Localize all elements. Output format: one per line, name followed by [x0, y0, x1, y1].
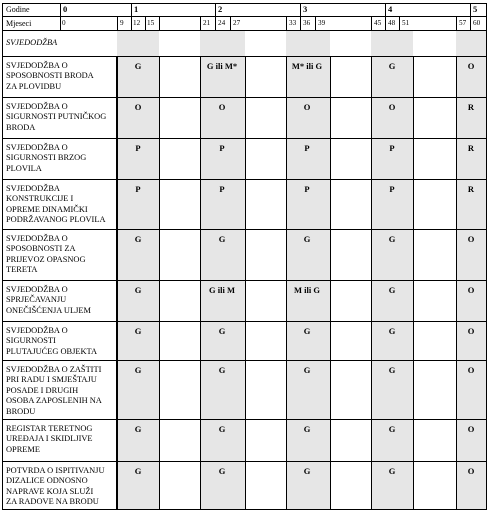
row-label-line: PLUTAJUĆEG OBJEKTA [6, 346, 98, 356]
month-label: 39 [318, 19, 326, 27]
survey-mark: P [389, 184, 395, 194]
survey-mark: R [467, 102, 475, 112]
survey-mark: P [219, 184, 225, 194]
rule-vertical [315, 16, 316, 30]
survey-mark: O [467, 61, 475, 71]
row-label-line: SVJEDODŽBA O ZAŠTITI [6, 365, 102, 374]
row-label-line: PODRŽAVANOG PLOVILA [6, 215, 106, 225]
survey-mark: O [467, 424, 475, 434]
row-label-line: OPREME DINAMIČKI [6, 204, 88, 214]
row-label-line: SVJEDODŽBA O [6, 234, 68, 243]
rule-vertical [215, 3, 216, 16]
row-label-line: ZA RADOVE NA BRODU [6, 497, 99, 507]
rule-vertical [413, 56, 414, 509]
row-label-line: SVJEDODŽBA O [6, 285, 68, 294]
survey-mark: G [218, 466, 226, 476]
month-label: 36 [303, 19, 311, 27]
rule-vertical [159, 16, 160, 30]
survey-mark: G [388, 326, 396, 336]
rule-vertical [470, 16, 471, 30]
rule-vertical [286, 16, 287, 30]
rule-vertical [215, 16, 216, 30]
survey-mark: G [134, 234, 142, 244]
rule-horizontal [2, 16, 487, 17]
survey-mark: G [303, 365, 311, 375]
rule-vertical [230, 16, 231, 30]
rule-vertical [60, 16, 61, 30]
survey-mark: M* ili G [291, 61, 323, 71]
row-label-line: ONEČIŠĆENJA ULJEM [6, 305, 91, 315]
row-label-line: PRIJEVOZ OPASNOG [6, 254, 86, 264]
row-label-line: POTVRDA O ISPITIVANJU [6, 466, 105, 475]
survey-mark: O [218, 102, 226, 112]
shaded-cell [200, 31, 245, 56]
survey-mark: G ili M [209, 285, 235, 295]
shaded-cell [286, 31, 330, 56]
rule-vertical [200, 16, 201, 30]
month-label: 33 [289, 19, 297, 27]
rule-vertical [300, 3, 301, 16]
month-label: 12 [133, 19, 141, 27]
rule-vertical [371, 16, 372, 30]
rule-vertical [456, 56, 457, 509]
rule-vertical [159, 56, 160, 509]
year-label: 2 [218, 4, 223, 14]
month-label: 0 [62, 19, 66, 27]
row-label-line: OPREME [6, 444, 40, 454]
survey-mark: G [134, 424, 142, 434]
months-label: Mjeseci [6, 19, 32, 28]
rule-vertical [2, 3, 3, 510]
survey-mark: P [135, 143, 141, 153]
shaded-cell [371, 31, 413, 56]
survey-mark: G [303, 326, 311, 336]
survey-mark: G [303, 424, 311, 434]
rule-vertical [486, 16, 487, 30]
survey-mark: P [304, 143, 310, 153]
month-label: 15 [147, 19, 155, 27]
rule-vertical [371, 56, 372, 509]
rule-vertical [145, 16, 146, 30]
row-label-line: SPOSOBNOSTI BRODA [6, 71, 94, 81]
rule-vertical [456, 16, 457, 30]
row-label-line: SIGURNOSTI [6, 336, 56, 346]
rule-vertical [245, 56, 246, 509]
row-label-line: NAPRAVE KOJA SLUŽI [6, 486, 94, 496]
row-label-line: SVJEDODŽBA O [6, 102, 68, 111]
survey-mark: G [388, 61, 396, 71]
rule-horizontal [2, 509, 487, 510]
survey-mark: G [134, 285, 142, 295]
row-label-line: SVJEDODŽBA O [6, 326, 68, 335]
month-label: 57 [459, 19, 467, 27]
rule-vertical [330, 56, 331, 509]
rule-vertical [300, 16, 301, 30]
month-label: 24 [218, 19, 226, 27]
survey-mark: P [304, 184, 310, 194]
rule-horizontal [2, 3, 487, 4]
survey-mark: P [219, 143, 225, 153]
survey-mark: G [388, 466, 396, 476]
row-label-line: KONSTRUKCIJE I [6, 194, 74, 204]
survey-mark: R [467, 143, 475, 153]
row-label-line: UREĐAJA I SKIDLJIVE [6, 434, 93, 444]
rule-vertical [286, 56, 287, 509]
survey-mark: O [467, 234, 475, 244]
row-label-line: ZA PLOVIDBU [6, 81, 62, 91]
row-label-line: SVJEDODŽBA [6, 184, 60, 193]
rule-vertical [200, 56, 201, 509]
year-label: 3 [303, 4, 308, 14]
survey-mark: O [467, 466, 475, 476]
survey-mark: G [303, 466, 311, 476]
month-label: 9 [120, 19, 124, 27]
row-label-line: SIGURNOSTI PUTNIČKOG [6, 112, 107, 122]
survey-mark: O [467, 326, 475, 336]
rule-vertical [385, 16, 386, 30]
survey-mark: O [388, 102, 396, 112]
row-label-line: TERETA [6, 265, 38, 275]
rule-vertical [131, 3, 132, 16]
row-label-line: BRODA [6, 122, 36, 132]
row-label-line: POSADE I DRUGIH [6, 385, 79, 395]
survey-mark: G ili M* [206, 61, 238, 71]
month-label: 60 [473, 19, 481, 27]
shaded-cell [117, 31, 159, 56]
row-label-line: SVJEDODŽBA O [6, 143, 68, 152]
survey-mark: O [134, 102, 142, 112]
survey-mark: M ili G [294, 285, 320, 295]
survey-mark: G [134, 61, 142, 71]
survey-mark: O [467, 285, 475, 295]
survey-mark: O [467, 365, 475, 375]
survey-mark: G [218, 234, 226, 244]
survey-mark: G [303, 234, 311, 244]
survey-mark: G [218, 326, 226, 336]
survey-mark: O [303, 102, 311, 112]
rule-vertical [117, 16, 118, 30]
month-label: 45 [374, 19, 382, 27]
rule-vertical [60, 3, 61, 16]
survey-mark: G [134, 365, 142, 375]
rule-vertical [117, 56, 118, 509]
month-label: 48 [388, 19, 396, 27]
year-label: 1 [134, 4, 139, 14]
survey-mark: G [388, 365, 396, 375]
section-label: SVJEDODŽBA [6, 38, 58, 47]
row-label-line: REGISTAR TERETNOG [6, 424, 93, 433]
row-label-line: SVJEDODŽBA O [6, 61, 68, 70]
survey-mark: G [388, 424, 396, 434]
year-label: 0 [63, 4, 68, 14]
survey-mark: G [388, 234, 396, 244]
survey-mark: P [135, 184, 141, 194]
month-label: 51 [402, 19, 410, 27]
year-label: 5 [473, 4, 478, 14]
survey-mark: G [218, 365, 226, 375]
rule-vertical [470, 3, 471, 16]
survey-mark: G [134, 466, 142, 476]
survey-mark: G [388, 285, 396, 295]
row-label-line: PRI RADU I SMJEŠTAJU [6, 375, 97, 385]
year-label: 4 [388, 4, 393, 14]
row-label-line: DIZALICE ODNOSNO [6, 476, 88, 486]
survey-mark: G [218, 424, 226, 434]
month-label: 21 [203, 19, 211, 27]
row-label-line: BRODU [6, 406, 36, 416]
years-label: Godine [6, 5, 30, 14]
survey-mark: P [389, 143, 395, 153]
survey-mark: R [467, 184, 475, 194]
shaded-cell [456, 31, 486, 56]
survey-mark: G [134, 326, 142, 336]
row-label-line: SIGURNOSTI BRZOG [6, 153, 87, 163]
rule-vertical [399, 16, 400, 30]
month-label: 27 [233, 19, 241, 27]
row-label-line: PLOVILA [6, 163, 42, 173]
rule-vertical [385, 3, 386, 16]
rule-vertical [131, 16, 132, 30]
row-label-line: SPRJEČAVANJU [6, 295, 67, 305]
rule-horizontal [2, 30, 487, 31]
row-label-line: OSOBA ZAPOSLENIH NA [6, 396, 102, 406]
row-label-line: SPOSOBNOSTI ZA [6, 244, 76, 254]
